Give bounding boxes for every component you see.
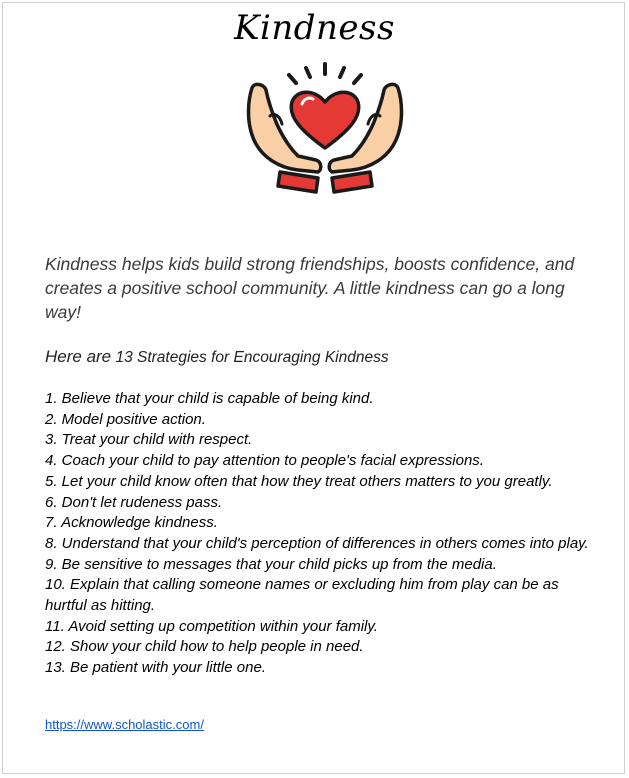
strategies-heading bbox=[45, 347, 605, 367]
strategy-item: 5. Let your child know often that how they treat others matters to you greatly. bbox=[45, 472, 553, 490]
strategy-item: 8. Understand that your child's perception of differences in others comes into play. bbox=[45, 534, 589, 552]
strategy-item: 12. Show your child how to help people in need. bbox=[45, 638, 364, 656]
strategy-item: 10. Explain that calling someone names or excluding him from play can be as hurtful as hitting. bbox=[45, 576, 559, 615]
intro-paragraph: Kindness helps kids build strong friendships, boosts confidence, and creates a positive school community. A little kindness can go a long way! bbox=[45, 254, 575, 322]
strategy-item: 9. Be sensitive to messages that your child picks up from the media. bbox=[45, 555, 497, 573]
strategy-item: 7. Acknowledge kindness. bbox=[45, 514, 218, 532]
strategy-item: 6. Don't let rudeness pass. bbox=[45, 493, 223, 511]
strategy-item: 1. Believe that your child is capable of being kind. bbox=[45, 390, 374, 407]
strategy-item: 13. Be patient with your little one. bbox=[45, 659, 266, 677]
strategies-heading-rest: 13 Strategies for Encouraging Kindness bbox=[111, 349, 389, 366]
strategy-item: 2. Model positive action. bbox=[45, 410, 206, 428]
source-link[interactable]: https://www.scholastic.com/ bbox=[45, 717, 204, 732]
strategies-list bbox=[45, 389, 590, 679]
strategy-item: 11. Avoid setting up competition within your family. bbox=[45, 617, 378, 635]
strategy-item: 3. Treat your child with respect. bbox=[45, 431, 253, 449]
hands-holding-heart-icon bbox=[240, 60, 410, 196]
strategy-item: 4. Coach your child to pay attention to people's facial expressions. bbox=[45, 452, 484, 470]
strategies-heading-lead: Here are bbox=[45, 347, 112, 366]
page-title: Kindness bbox=[234, 8, 395, 48]
